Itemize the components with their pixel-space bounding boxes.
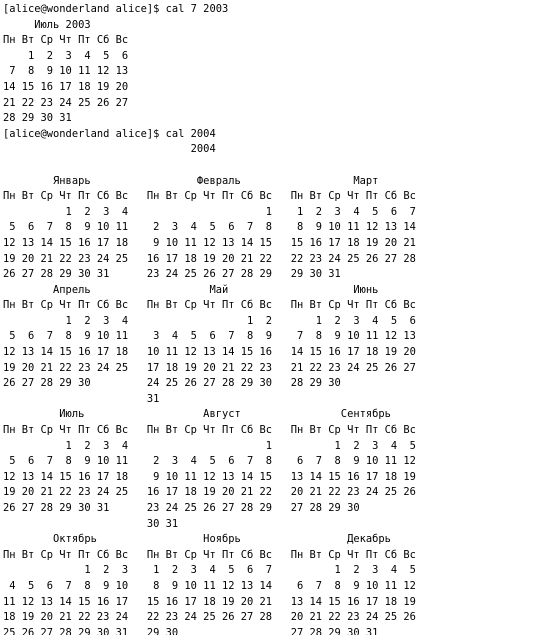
week-row: 30 31 bbox=[3, 517, 179, 530]
week-row: 5 6 7 8 9 10 11 2 3 4 5 6 7 8 8 9 10 11 12 13 14 bbox=[3, 221, 416, 234]
month-titles-row: Октябрь Ноябрь Декабрь bbox=[3, 533, 391, 546]
weekday-header: Пн Вт Ср Чт Пт Сб Вс Пн Вт Ср Чт Пт Сб Вс Пн Вт Ср Чт Пт Сб Вс bbox=[3, 190, 416, 203]
week-row: 7 8 9 10 11 12 13 bbox=[3, 65, 129, 78]
week-row: 1 2 3 1 2 3 4 5 6 7 1 2 3 4 5 bbox=[3, 564, 416, 577]
week-row: 1 2 3 4 1 1 2 3 4 5 6 7 bbox=[3, 205, 416, 218]
week-row: 12 13 14 15 16 17 18 9 10 11 12 13 14 15 13 14 15 16 17 18 19 bbox=[3, 470, 416, 483]
week-row: 14 15 16 17 18 19 20 bbox=[3, 80, 129, 93]
week-row: 28 29 30 31 bbox=[3, 112, 72, 125]
weekday-header: Пн Вт Ср Чт Пт Сб Вс Пн Вт Ср Чт Пт Сб Вс Пн Вт Ср Чт Пт Сб Вс bbox=[3, 299, 416, 312]
week-row: 12 13 14 15 16 17 18 10 11 12 13 14 15 16 14 15 16 17 18 19 20 bbox=[3, 346, 416, 359]
week-row: 31 bbox=[3, 392, 160, 405]
prompt-line: [alice@wonderland alice]$ cal 7 2003 bbox=[3, 3, 229, 15]
week-row: 1 2 3 4 1 1 2 3 4 5 bbox=[3, 439, 416, 452]
prompt-line: [alice@wonderland alice]$ cal 2004 bbox=[3, 127, 216, 140]
week-row: 21 22 23 24 25 26 27 bbox=[3, 96, 129, 109]
month-title: Июль 2003 bbox=[3, 18, 91, 31]
weekday-header: Пн Вт Ср Чт Пт Сб Вс Пн Вт Ср Чт Пт Сб Вс Пн Вт Ср Чт Пт Сб Вс bbox=[3, 548, 416, 561]
week-row: 12 13 14 15 16 17 18 9 10 11 12 13 14 15 15 16 17 18 19 20 21 bbox=[3, 236, 416, 249]
week-row: 19 20 21 22 23 24 25 16 17 18 19 20 21 22 22 23 24 25 26 27 28 bbox=[3, 252, 416, 265]
week-row: 4 5 6 7 8 9 10 8 9 10 11 12 13 14 6 7 8 9 10 11 12 bbox=[3, 579, 416, 592]
week-row: 25 26 27 28 29 30 31 29 30 27 28 29 30 31 bbox=[3, 626, 379, 635]
month-titles-row: Апрель Май Июнь bbox=[3, 283, 379, 296]
week-row: 26 27 28 29 30 24 25 26 27 28 29 30 28 29 30 bbox=[3, 377, 341, 390]
week-row: 19 20 21 22 23 24 25 16 17 18 19 20 21 22 20 21 22 23 24 25 26 bbox=[3, 486, 416, 499]
week-row: 11 12 13 14 15 16 17 15 16 17 18 19 20 21 13 14 15 16 17 18 19 bbox=[3, 595, 416, 608]
month-titles-row: Январь Февраль Март bbox=[3, 174, 379, 187]
weekday-header: Пн Вт Ср Чт Пт Сб Вс bbox=[3, 34, 129, 47]
week-row: 19 20 21 22 23 24 25 17 18 19 20 21 22 23 21 22 23 24 25 26 27 bbox=[3, 361, 416, 374]
week-row: 1 2 3 4 1 2 1 2 3 4 5 6 bbox=[3, 314, 416, 327]
week-row: 26 27 28 29 30 31 23 24 25 26 27 28 29 29 30 31 bbox=[3, 268, 341, 281]
year-title: 2004 bbox=[3, 143, 216, 156]
weekday-header: Пн Вт Ср Чт Пт Сб Вс Пн Вт Ср Чт Пт Сб Вс Пн Вт Ср Чт Пт Сб Вс bbox=[3, 424, 416, 437]
week-row: 26 27 28 29 30 31 23 24 25 26 27 28 29 27 28 29 30 bbox=[3, 502, 360, 514]
month-titles-row: Июль Август Сентябрь bbox=[3, 408, 391, 421]
week-row: 5 6 7 8 9 10 11 3 4 5 6 7 8 9 7 8 9 10 11 12 13 bbox=[3, 330, 416, 343]
blank-line bbox=[3, 158, 537, 174]
week-row: 5 6 7 8 9 10 11 2 3 4 5 6 7 8 6 7 8 9 10 11 12 bbox=[3, 455, 416, 468]
week-row: 1 2 3 4 5 6 bbox=[3, 49, 129, 62]
week-row: 18 19 20 21 22 23 24 22 23 24 25 26 27 28 20 21 22 23 24 25 26 bbox=[3, 611, 416, 624]
